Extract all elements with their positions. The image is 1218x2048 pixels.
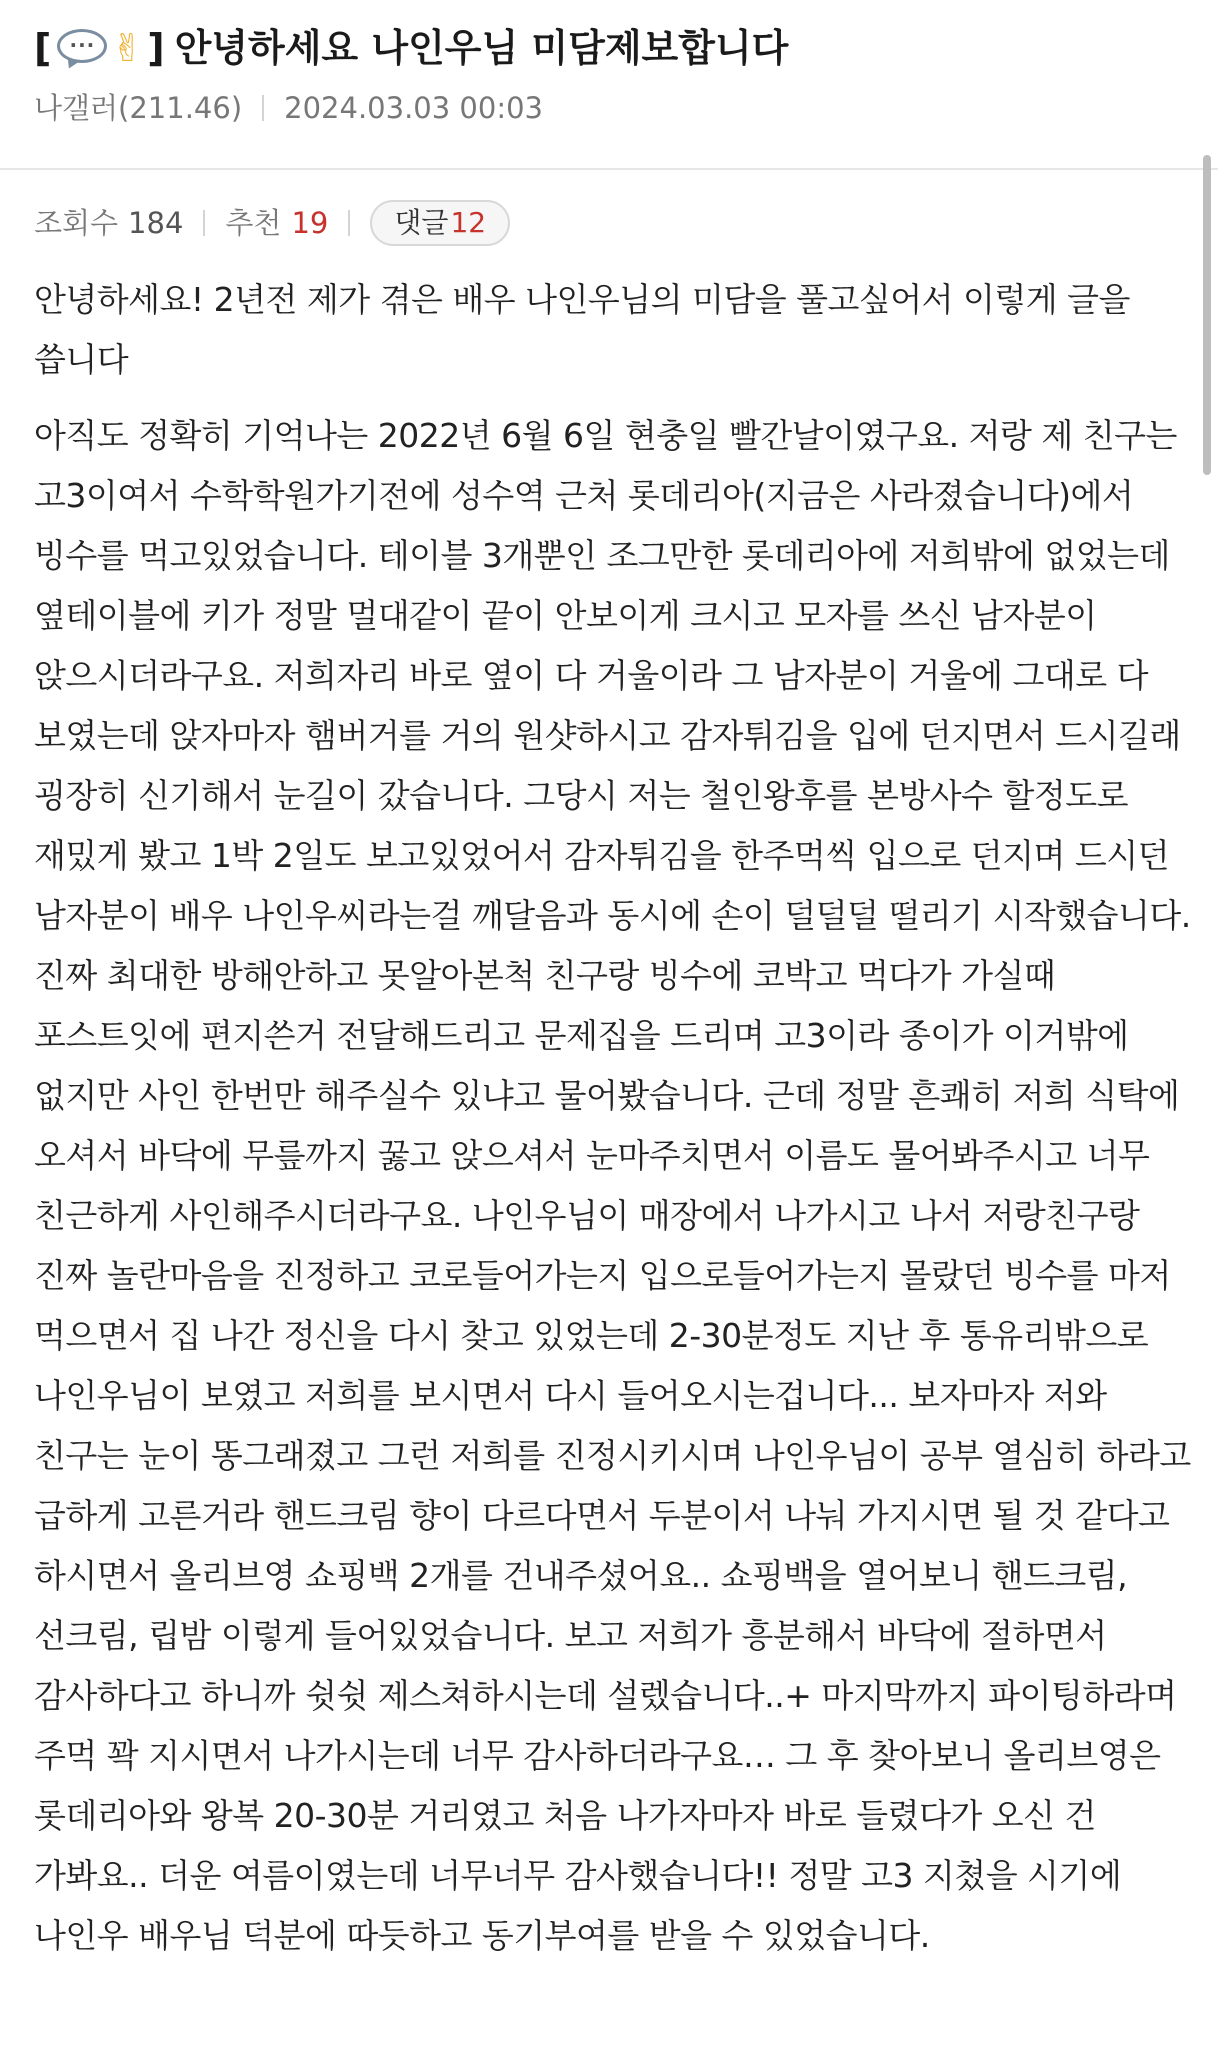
speech-bubble-icon	[57, 29, 107, 67]
comments-label: 댓글	[394, 206, 449, 239]
victory-hand-icon: ✌	[111, 26, 144, 70]
comments-count: 12	[450, 206, 487, 239]
scrollbar-thumb[interactable]	[1203, 155, 1211, 475]
post-header	[0, 0, 1218, 170]
body-paragraph: 아직도 정확히 기억나는 2022년 6월 6일 현충일 빨간날이였구요. 저랑 제 친구는 고3이여서 수학학원가기전에 성수역 근처 롯데리아(지금은 사라졌습니다)에서 빙수를 먹고있었습니다. 테이블 3개뿐인 조그만한 롯데리아에 저희밖에 없었는데 옆테이블에 키가 정말 멀대같이 끝이 안보이게 크시고 모자를 쓰신 남자분이 앉으시더라구요. 저희자리 바로 옆이 다 거울이라 그 남자분이 거울에 그대로 다 보였는데 앉자마자 햄버거를 거의 원샷하시고 감자튀김을 입에 던지면서 드시길래 굉장히 신기해서 눈길이 갔습니다. 그당시 저는 철인왕후를 본방사수 할정도로 재밌게 봤고 1박 2일도 보고있었어서 감자튀김을 한주먹씩 입으로 던지며 드시던 남자분이 배우 나인우씨라는걸 깨달음과 동시에 손이 덜덜덜 떨리기 시작했습니다. 진짜 최대한 방해안하고 못알아본척 친구랑 빙수에 코박고 먹다가 가실때 포스트잇에 편지쓴거 전달해드리고 문제집을 드리며 고3이라 종이가 이거밖에 없지만 사인 한번만 해주실수 있냐고 물어봤습니다. 근데 정말 흔쾌히 저희 식탁에 오셔서 바닥에 무릎까지 꿇고 앉으셔서 눈마주치면서 이름도 물어봐주시고 너무 친근하게 사인해주시더라구요. 나인우님이 매장에서 나가시고 나서 저랑친구랑 진짜 놀란마음을 진정하고 코로들어가는지 입으로들어가는지 몰랐던 빙수를 마저 먹으면서 집 나간 정신을 다시 찾고 있었는데 2-30분정도 지난 후 통유리밖으로 나인우님이 보였고 저희를 보시면서 다시 들어오시는겁니다... 보자마자 저와 친구는 눈이 똥그래졌고 그런 저희를 진정시키시며 나인우님이 공부 열심히 하라고 급하게 고른거라 핸드크림 향이 다르다면서 두분이서 나눠 가지시면 될 것 같다고 하시면서 올리브영 쇼핑백 2개를 건내주셨어요.. 쇼핑백을 열어보니 핸드크림,선크림, 립밤 이렇게 들어있었습니다. 보고 저희가 흥분해서 바닥에 절하면서 감사하다고 하니까 쉿쉿 제스쳐하시는데 설렜습니다..+ 마지막까지 파이팅하라며 주먹 꽉 지시면서 나가시는데 너무 감사하더라구요… 그 후 찾아보니 올리브영은 롯데리아와 왕복 20-30분 거리였고 처음 나가자마자 바로 들렸다가 오신 건 가봐요.. 더운 여름이였는데 너무너무 감사했습니다!! 정말 고3 지쳤을 시기에 나인우 배우님 덕분에 따듯하고 동기부여를 받을 수 있었습니다.	[34, 416, 1191, 1955]
post-meta	[34, 86, 543, 130]
stats-divider	[348, 210, 350, 236]
title-open-bracket: [	[34, 26, 52, 70]
author-name[interactable]: 나갤러(211.46)	[34, 91, 243, 125]
meta-divider	[262, 95, 264, 121]
views-label: 조회수	[34, 206, 119, 240]
views-count: 184	[128, 206, 184, 240]
post-stats	[34, 200, 510, 246]
post-title-text: 안녕하세요 나인우님 미담제보합니다	[174, 26, 789, 70]
post-title	[34, 18, 788, 78]
comments-button[interactable]	[370, 200, 510, 246]
likes-count: 19	[291, 206, 329, 240]
body-paragraph: 안녕하세요! 2년전 제가 겪은 배우 나인우님의 미담을 풀고싶어서 이렇게 글을 씁니다	[34, 280, 1130, 379]
post-body	[34, 270, 1199, 1982]
title-close-bracket: ]	[147, 26, 165, 70]
stats-divider	[203, 210, 205, 236]
speech-bubble-dots: ···	[69, 33, 96, 57]
post-datetime: 2024.03.03 00:03	[284, 91, 543, 125]
likes-label: 추천	[225, 206, 282, 240]
